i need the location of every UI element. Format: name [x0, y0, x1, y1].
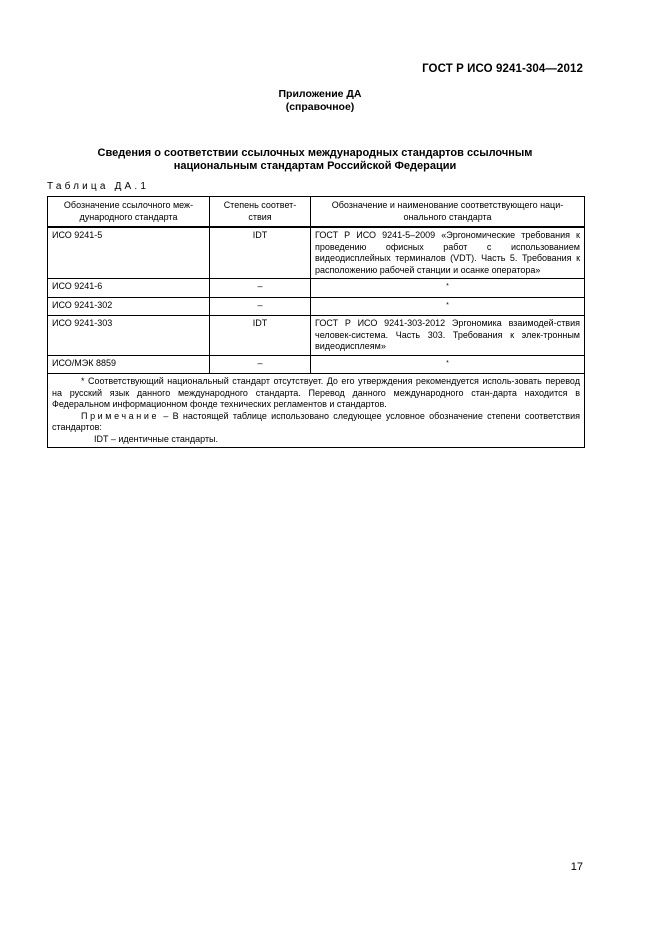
note-label: Примечание: [81, 410, 160, 421]
header-ref-standard: Обозначение ссылочного меж-дународного стандарта: [48, 197, 210, 228]
note-paragraph: [52, 411, 580, 434]
table-row: [48, 316, 585, 356]
table-notes: [48, 374, 585, 448]
idt-definition: IDT – идентичные стандарты.: [94, 433, 219, 444]
document-code: ГОСТ Р ИСО 9241-304—2012: [422, 63, 583, 75]
cell-national-standard: ГОСТ Р ИСО 9241-303-2012 Эргономика взаимодей-ствия человек-система. Часть 303. Требования к элек-тронным видеодисплеям»: [311, 316, 585, 356]
cell-degree: IDT: [210, 227, 311, 279]
section-title-line-2: национальным стандартам Российской Федерации: [173, 159, 457, 172]
cell-degree: –: [210, 279, 311, 298]
table-notes-row: [48, 374, 585, 448]
section-title-line-1: Сведения о соответствии ссылочных международных стандартов ссылочным: [97, 147, 533, 159]
cell-ref-standard: ИСО/МЭК 8859: [48, 355, 210, 374]
cell-ref-standard: ИСО 9241-5: [48, 227, 210, 279]
cell-national-standard: [311, 279, 585, 298]
table-row: [48, 355, 585, 374]
footnote-marker: *: [446, 283, 449, 290]
cell-degree: –: [210, 297, 311, 316]
cell-ref-standard: ИСО 9241-303: [48, 316, 210, 356]
cell-national-standard: ГОСТ Р ИСО 9241-5–2009 «Эргономические требования к проведению офисных работ с использованием видеодисплейных терминалов (VDT). Часть 5. Требования к расположению рабочей станции и осанке оператора»: [311, 227, 585, 279]
correspondence-table: [47, 196, 585, 448]
section-title: [47, 147, 583, 172]
table-row: [48, 297, 585, 316]
footnote-marker: *: [446, 301, 449, 309]
annex-subtitle: (справочное): [285, 100, 355, 113]
cell-degree: –: [210, 355, 311, 374]
cell-national-standard: [311, 355, 585, 374]
header-national-standard: Обозначение и наименование соответствующего наци-онального стандарта: [311, 197, 585, 228]
footnote-text: * Соответствующий национальный стандарт отсутствует. До его утверждения рекомендуется исполь-зовать перевод на русский язык данного международного стандарта. Перевод данного международного стан-дарта находится в Федеральном информационном фонде технических регламентов и стандартов.: [52, 376, 580, 409]
table-header-row: [48, 197, 585, 228]
table-caption: Таблица ДА.1: [47, 181, 150, 192]
annex-heading: [0, 88, 640, 113]
cell-ref-standard: ИСО 9241-6: [48, 279, 210, 298]
table-row: [48, 279, 585, 298]
note-text: – В настоящей таблице использовано следующее условное обозначение степени соответствия стандартов:: [52, 410, 580, 432]
annex-title: Приложение ДА: [278, 88, 362, 100]
header-degree: Степень соответ-ствия: [210, 197, 311, 228]
cell-degree: IDT: [210, 316, 311, 356]
page-number: 17: [570, 861, 583, 873]
cell-national-standard: [311, 297, 585, 316]
footnote-marker: *: [446, 359, 449, 367]
table-row: [48, 227, 585, 279]
cell-ref-standard: ИСО 9241-302: [48, 297, 210, 316]
